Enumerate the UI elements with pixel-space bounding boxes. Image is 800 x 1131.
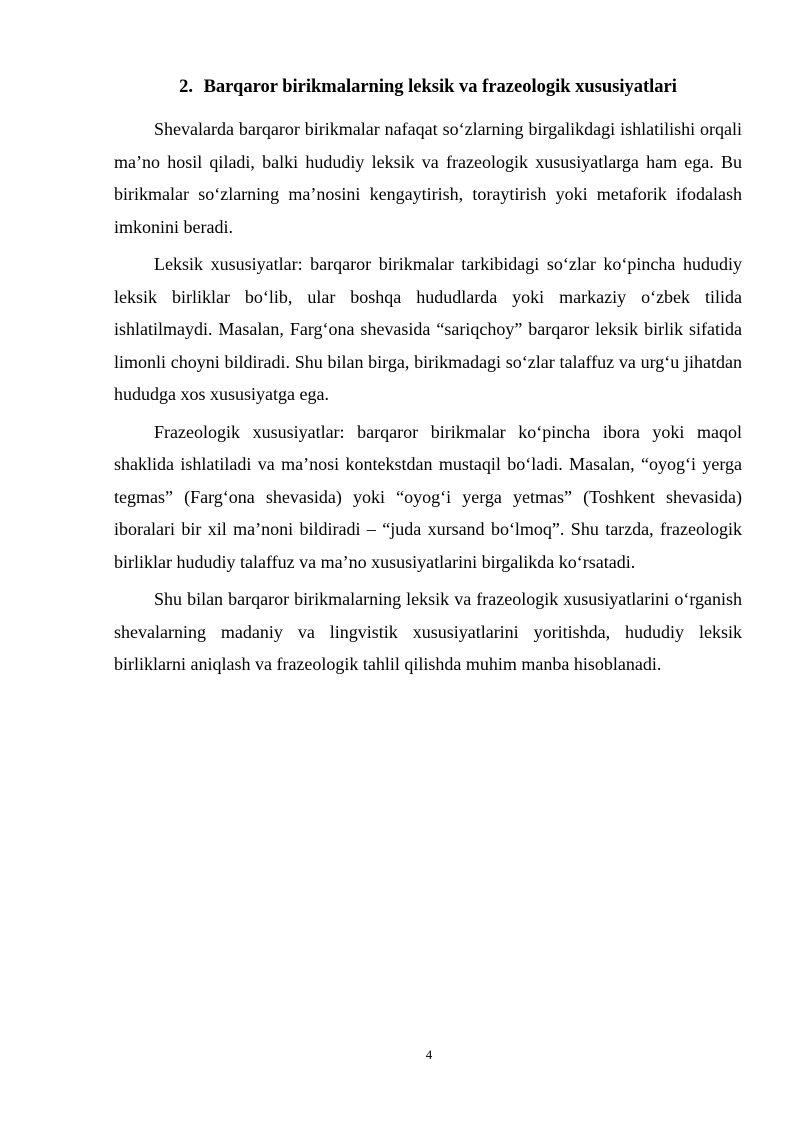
paragraph-lexical-features: Leksik xususiyatlar: barqaror birikmalar tarkibidagi so‘zlar ko‘pincha hududiy leksik birliklar bo‘lib, ular boshqa hududlarda yoki markaziy o‘zbek tilida ishlatilmaydi. Masalan, Farg‘ona shevasida “sariqchoy” barqaror leksik birlik sifatida limonli choyni bildiradi. Shu bilan birga, birikmadagi so‘zlar talaffuz va urg‘u jihatdan hududga xos xususiyatga ega. — [114, 254, 742, 404]
section-title: Barqaror birikmalarning leksik va frazeologik xususiyatlari — [203, 77, 677, 97]
section-heading — [114, 74, 742, 100]
paragraph-intro: Shevalarda barqaror birikmalar nafaqat so‘zlarning birgalikdagi ishlatilishi orqali ma’no hosil qiladi, balki hududiy leksik va frazeologik xususiyatlarga ham ega. Bu birikmalar so‘zlarning ma’nosini kengaytirish, toraytirish yoki metaforik ifodalash imkonini beradi. — [114, 119, 742, 237]
page-number: 4 — [425, 1047, 433, 1062]
document-body — [114, 113, 742, 686]
section-number: 2. — [179, 77, 193, 97]
paragraph-conclusion: Shu bilan barqaror birikmalarning leksik va frazeologik xususiyatlarini o‘rganish shevalarning madaniy va lingvistik xususiyatlarini yoritishda, hududiy leksik birliklarni aniqlash va frazeologik tahlil qilishda muhim manba hisoblanadi. — [114, 589, 742, 674]
paragraph-phraseological-features: Frazeologik xususiyatlar: barqaror birikmalar ko‘pincha ibora yoki maqol shaklida ishlatiladi va ma’nosi kontekstdan mustaqil bo‘ladi. Masalan, “oyog‘i yerga tegmas” (Farg‘ona shevasida) yoki “oyog‘i yerga yetmas” (Toshkent shevasida) iboralari bir xil ma’noni bildiradi – “juda xursand bo‘lmoq”. Shu tarzda, frazeologik birliklar hududiy talaffuz va ma’no xususiyatlarini birgalikda ko‘rsatadi. — [114, 421, 742, 572]
